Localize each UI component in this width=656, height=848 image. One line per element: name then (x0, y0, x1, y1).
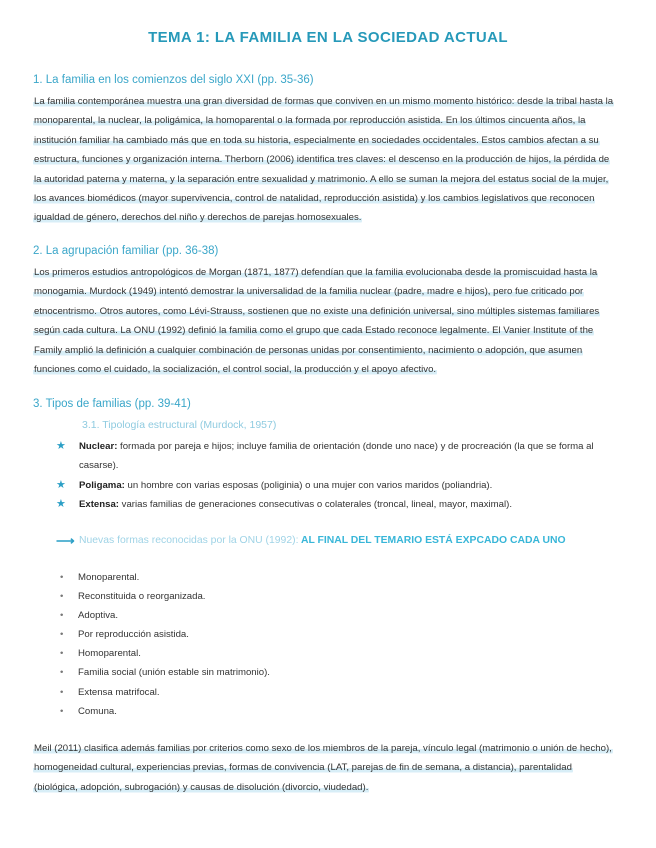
new-forms-label: Nuevas formas reconocidas por la ONU (1992): (79, 535, 299, 546)
type-item-extensa (56, 495, 616, 514)
new-forms-note: AL FINAL DEL TEMARIO ESTÁ EXPCADO CADA UNO (298, 535, 566, 546)
new-forms-heading (56, 531, 616, 550)
section-1-paragraph (33, 92, 618, 228)
type-description: formada por pareja e hijos; incluye familia de orientación (donde uno nace) y de procreación (la que se forma al casarse). (79, 441, 594, 472)
type-term: Nuclear: (79, 441, 118, 452)
list-item: • Familia social (unión estable sin matrimonio). (60, 667, 270, 679)
list-item: • Reconstituida o reorganizada. (60, 591, 206, 603)
closing-paragraph (33, 739, 618, 797)
new-forms-list (60, 568, 270, 721)
type-item-poligama (56, 476, 616, 495)
arrow-right-icon: ⟶ (56, 533, 75, 548)
section-1-heading: 1. La familia en los comienzos del siglo XXI (pp. 35-36) (33, 74, 314, 86)
section-2-heading: 2. La agrupación familiar (pp. 36-38) (33, 245, 219, 257)
type-term: Poligama: (79, 480, 125, 491)
section-3-heading: 3. Tipos de familias (pp. 39-41) (33, 398, 191, 410)
closing-text: Meil (2011) clasifica además familias por criterios como sexo de los miembros de la pareja, vínculo legal (matrimonio o unión de hecho), homogeneidad cultural, experiencias previas, formas de convivencia (LAT, parejas de fin de semana, a distancia), parentalidad (biológica, adopción, subrogación) y causas de disolución (divorcio, viudedad). (34, 743, 612, 793)
section-2-text: Los primeros estudios antropológicos de Morgan (1871, 1877) defendían que la familia evolucionaba desde la promiscuidad hasta la monogamia. Murdock (1949) intentó demostrar la universalidad de la familia nuclear (padre, madre e hijos), pero fue criticado por etnocentrismo. Otros autores, como Lévi-Strauss, sostienen que no existe una definición universal, sino múltiples sistemas familiares según cada cultura. La ONU (1992) definió la familia como el grupo que cada Estado reconoce legalmente. El Vanier Institute of the Family amplió la definición a cualquier combinación de personas unidas por consentimiento, nacimiento o adopción, que asumen funciones como el cuidado, la socialización, el control social, la producción y el apoyo afectivo. (34, 267, 600, 376)
type-description: un hombre con varias esposas (poliginia) o una mujer con varios maridos (poliandria). (124, 480, 493, 491)
star-icon: ★ (56, 498, 66, 510)
section-2-paragraph (33, 263, 618, 379)
list-item: • Extensa matrifocal. (60, 686, 160, 698)
list-item: • Homoparental. (60, 648, 141, 660)
section-3-1-subheading: 3.1. Tipología estructural (Murdock, 1957) (82, 419, 277, 431)
list-item: • Adoptiva. (60, 610, 119, 622)
list-item: • Monoparental. (60, 572, 140, 583)
page-title: TEMA 1: LA FAMILIA EN LA SOCIEDAD ACTUAL (148, 29, 508, 46)
star-icon: ★ (56, 440, 66, 452)
type-description: varias familias de generaciones consecutivas o colaterales (troncal, lineal, mayor, maximal). (119, 499, 512, 510)
list-item: • Por reproducción asistida. (60, 629, 189, 641)
type-term: Extensa: (79, 499, 119, 510)
type-item-nuclear (56, 437, 616, 476)
section-1-text: La familia contemporánea muestra una gran diversidad de formas que conviven en un mismo momento histórico: desde la tribal hasta la monoparental, la nuclear, la poligámica, la homoparental o la formada por reproducción asistida. En los últimos cincuenta años, la institución familiar ha cambiado más que en toda su historia, especialmente en sociedades occidentales. Estos cambios afectan a su estructura, funciones y organización interna. Therborn (2006) identifica tres claves: el descenso en la producción de hijos, la pérdida de la autoridad paterna y materna, y la separación entre sexualidad y matrimonio. A ello se suman la mejora del estatus social de la mujer, los avances biomédicos (mayor supervivencia, control de natalidad, reproducción asistida) y los cambios legislativos que reconocen igualdad de género, derechos del niño y derechos de parejas homosexuales. (34, 96, 614, 224)
list-item: • Comuna. (60, 705, 117, 717)
star-icon: ★ (56, 479, 66, 491)
